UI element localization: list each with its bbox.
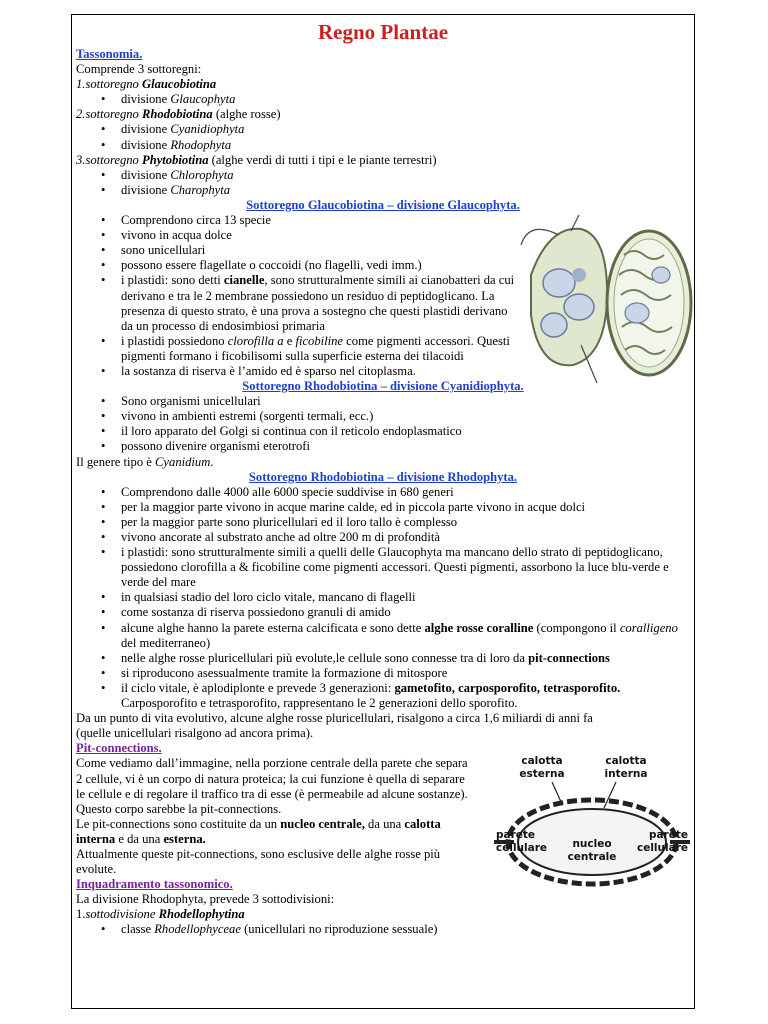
- label-calotta-interna-2: interna: [604, 768, 648, 780]
- sottoregno-3-list: [76, 168, 690, 198]
- pit-paragraph-1: Come vediamo dall’immagine, nella porzione centrale della parete che separa 2 cellule, vi è un corpo di natura proteica; la cui funzione è quella di separare le cellule e di regolare il traffico tra di esse (è permeabile ad alcune sostanze). Questo corpo sarebbe la pit-connections.: [76, 756, 468, 816]
- label-calotta-interna-1: calotta: [605, 755, 647, 767]
- list-item: • Sono organismi unicellulari: [76, 394, 690, 409]
- list-item: • i plastidi: sono strutturalmente simili a quelli delle Glaucophyta ma mancano dello strato di peptidoglicano, possiedono clorofilla a & ficobiline come pigmenti accessori. Questi pigmenti, assorbono la luce blu-verde e verde del mare: [76, 545, 690, 590]
- pit-paragraph-3: Attualmente queste pit-connections, sono esclusive delle alghe rosse più evolute.: [76, 846, 441, 877]
- list-item: • divisione Charophyta: [76, 183, 690, 198]
- list-item: • i plastidi possiedono clorofilla a e ficobiline come pigmenti accessori. Questi pigmenti formano i ficobilisomi sulla superficie esterna dei tilacoidi: [76, 334, 516, 364]
- inquadramento-intro: La divisione Rhodophyta, prevede 3 sottodivisioni:: [76, 892, 335, 907]
- sottoregno-1: 1.sottoregno Glaucobiotina: [76, 77, 217, 92]
- list-item: • si riproducono asessualmente tramite la formazione di mitospore: [76, 666, 690, 681]
- sottoregno-2: 2.sottoregno Rhodobiotina (alghe rosse): [76, 107, 281, 122]
- evolution-line-1: Da un punto di vita evolutivo, alcune alghe rosse pluricellulari, risalgono a circa 1,6 miliardi di anni fa: [76, 711, 593, 726]
- page-title: Regno Plantae: [317, 20, 449, 44]
- list-item: • i plastidi: sono detti cianelle, sono strutturalmente simili ai cianobatteri da cui derivano e tra le 2 membrane possiedono un residuo di peptidoglicano. La presenza di questo strato, è una prova a sostegno che questi plastidi derivano da un processo di endosimbiosi primaria: [76, 273, 516, 333]
- list-item: • alcune alghe hanno la parete esterna calcificata e sono dette alghe rosse coralline (compongono il coralligeno del mediterraneo): [76, 621, 690, 651]
- rhodo-heading: Sottoregno Rhodobiotina – divisione Rhodophyta.: [248, 469, 518, 484]
- sottoregno-3: 3.sottoregno Phytobiotina (alghe verdi di tutti i tipi e le piante terrestri): [76, 152, 437, 167]
- sottoregno-2-list: [76, 122, 690, 152]
- label-calotta-esterna-2: esterna: [519, 768, 565, 780]
- list-item: • vivono in ambienti estremi (sorgenti termali, ecc.): [76, 409, 690, 424]
- label-nucleo-2: centrale: [567, 851, 617, 863]
- sottodivisione-1: 1.sottodivisione Rhodellophytina: [76, 907, 245, 922]
- list-item: • il ciclo vitale, è aplodiplonte e prevede 3 generazioni: gametofito, carposporofito, tetrasporofito. Carposporofito e tetrasporofito, rappresentano le 2 generazioni dello sporofito.: [76, 681, 690, 711]
- glauco-list: [76, 213, 516, 379]
- sottoregno-1-list: [76, 92, 690, 107]
- cyanidio-heading: Sottoregno Rhodobiotina – divisione Cyanidiophyta.: [242, 379, 524, 394]
- list-item: • vivono ancorate al substrato anche ad oltre 200 m di profondità: [76, 530, 690, 545]
- inquadramento-heading: Inquadramento tassonomico.: [76, 877, 233, 892]
- list-item: • classe Rhodellophyceae (unicellulari no riproduzione sessuale): [76, 922, 690, 937]
- evolution-line-2: (quelle unicellulari risalgono ad ancora prima).: [76, 726, 314, 741]
- list-item: • divisione Glaucophyta: [76, 92, 690, 107]
- list-item: • possono divenire organismi eterotrofi: [76, 439, 690, 454]
- tassonomia-heading: Tassonomia.: [76, 47, 143, 61]
- list-item: • per la maggior parte sono pluricellulari ed il loro tallo è complesso: [76, 515, 690, 530]
- label-calotta-esterna-1: calotta: [521, 755, 563, 767]
- list-item: • Comprendono circa 13 specie: [76, 213, 516, 228]
- list-item: • la sostanza di riserva è l’amido ed è sparso nel citoplasma.: [76, 364, 516, 379]
- label-nucleo-1: nucleo: [572, 838, 612, 850]
- label-parete-right-1: parete: [648, 829, 688, 841]
- list-item: • vivono in acqua dolce: [76, 228, 516, 243]
- list-item: • il loro apparato del Golgi si continua con il reticolo endoplasmatico: [76, 424, 690, 439]
- label-parete-left-2: cellulare: [496, 842, 548, 854]
- list-item: • in qualsiasi stadio del loro ciclo vitale, mancano di flagelli: [76, 590, 690, 605]
- list-item: • Comprendono dalle 4000 alle 6000 specie suddivise in 680 generi: [76, 485, 690, 500]
- list-item: • per la maggior parte vivono in acque marine calde, ed in piccola parte vivono in acque dolci: [76, 500, 690, 515]
- list-item: • divisione Chlorophyta: [76, 168, 690, 183]
- document-body: [76, 20, 690, 938]
- rhodo-list: [76, 485, 690, 711]
- genere-tipo: Il genere tipo è Cyanidium.: [76, 454, 214, 469]
- list-item: • divisione Cyanidiophyta: [76, 122, 690, 137]
- list-item: • nelle alghe rosse pluricellulari più evolute,le cellule sono connesse tra di loro da pit-connections: [76, 651, 690, 666]
- list-item: • come sostanza di riserva possiedono granuli di amido: [76, 605, 690, 620]
- list-item: • divisione Rhodophyta: [76, 138, 690, 153]
- pit-paragraph-2: Le pit-connections sono costituite da un nucleo centrale, da una calotta interna e da una esterna.: [76, 816, 441, 846]
- list-item: • sono unicellulari: [76, 243, 516, 258]
- list-item: • possono essere flagellate o coccoidi (no flagelli, vedi imm.): [76, 258, 516, 273]
- label-parete-right-2: cellulare: [636, 842, 688, 854]
- label-parete-left-1: parete: [496, 829, 536, 841]
- pit-heading: Pit-connections.: [76, 741, 162, 756]
- cyanidio-list: [76, 394, 690, 454]
- sottodivisione-1-list: [76, 922, 690, 937]
- document-page: [71, 14, 695, 1009]
- glauco-heading: Sottoregno Glaucobiotina – divisione Glaucophyta.: [246, 197, 520, 212]
- tassonomia-intro: Comprende 3 sottoregni:: [76, 62, 202, 77]
